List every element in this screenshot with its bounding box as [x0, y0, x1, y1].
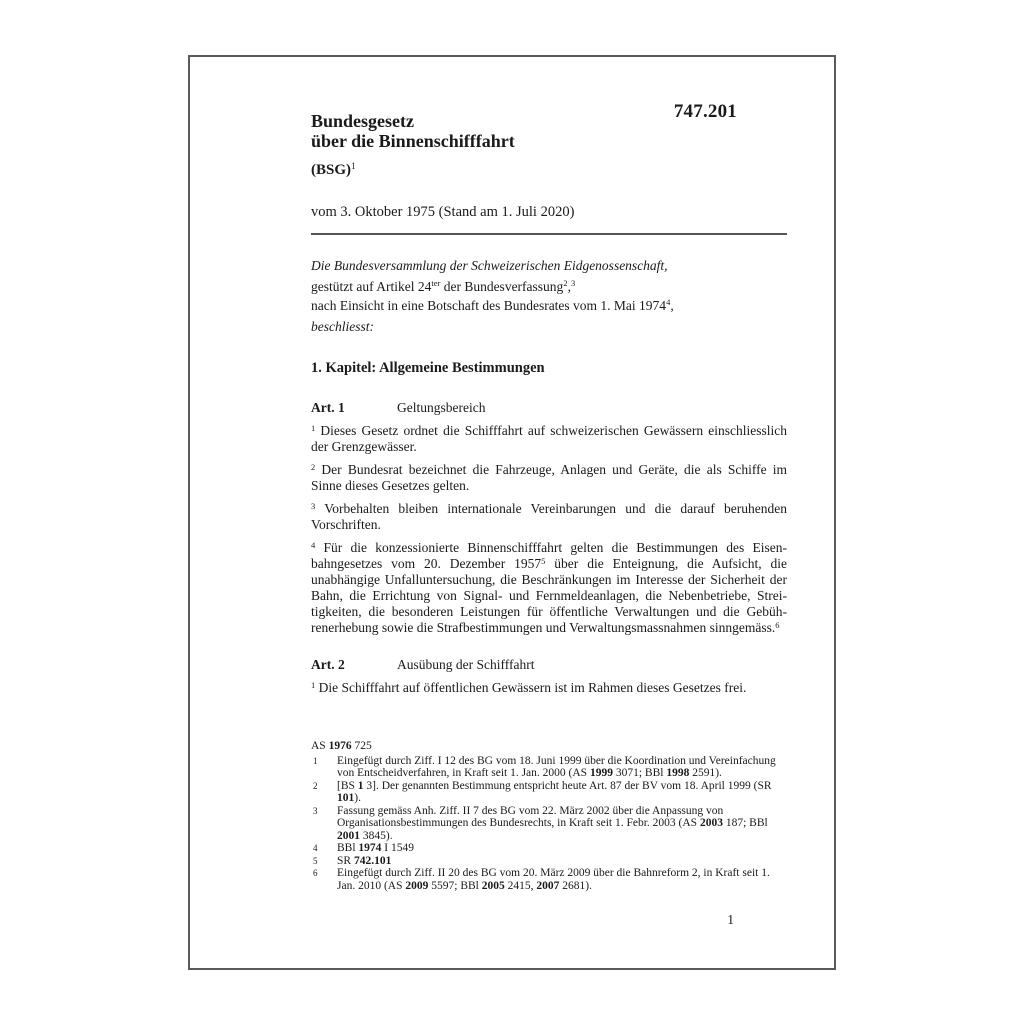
footnote-reference-bold: 1998 — [666, 767, 690, 779]
preamble-message — [311, 296, 787, 315]
footnote-reference-bold: 742.101 — [353, 854, 392, 867]
article-title: Geltungsbereich — [397, 400, 486, 415]
footnote-item — [311, 867, 787, 892]
title-line-1: Bundesgesetz — [311, 111, 414, 131]
paragraph-text: Für die konzessionierte Binnenschifffahrt gelten die Bestimmungen des Eisenbahngesetzes vom 20. Dezember 1957 — [311, 540, 787, 571]
footnote-ref[interactable]: 3 — [570, 278, 576, 288]
footnote-text — [337, 855, 787, 868]
paragraph — [311, 462, 787, 494]
footnote-number: 4 — [313, 843, 318, 853]
punctuation: , — [670, 298, 674, 313]
preamble-basis-text-2: der Bundesverfassung — [440, 279, 564, 294]
paragraph-text: Der Bundesrat bezeichnet die Fahrzeuge, Anlagen und Geräte, die als Schiffe im Sinne dieses Gesetzes gelten. — [311, 462, 788, 493]
article-title: Ausübung der Schifffahrt — [397, 657, 535, 672]
footnote-text-part: 5597; BBl — [428, 879, 482, 892]
paragraph-number: 1 — [311, 680, 316, 690]
official-compilation-source — [311, 740, 787, 753]
paragraph — [311, 423, 787, 455]
footnote-text-part: 2415, — [504, 879, 537, 892]
chapter-heading: 1. Kapitel: Allgemeine Bestimmungen — [311, 360, 545, 376]
footnote-text — [337, 805, 787, 843]
footnote-number: 1 — [313, 755, 318, 766]
separator: , — [567, 279, 571, 294]
footnotes — [311, 740, 787, 892]
article-number: Art. 1 — [311, 400, 345, 415]
footnote-reference-bold: 2005 — [481, 879, 505, 892]
footnote-text — [337, 842, 787, 855]
footnote-text — [337, 867, 787, 892]
footnote-reference-bold: 1 — [357, 779, 364, 792]
footnote-reference-bold: 101 — [337, 792, 355, 804]
footnote-number: 5 — [313, 855, 318, 866]
footnote-item — [311, 842, 787, 855]
paragraph-number: 3 — [311, 501, 316, 511]
footnote-text-part: 3071; BBl — [612, 767, 667, 779]
footnote-item — [311, 755, 787, 780]
preamble-basis-text: gestützt auf Artikel 24 — [311, 279, 432, 294]
footnote-ref[interactable]: 1 — [351, 161, 356, 171]
footnote-text-part: [BS — [337, 779, 358, 792]
footnote-item — [311, 780, 787, 805]
article-heading — [311, 400, 787, 416]
article-number: Art. 2 — [311, 657, 345, 672]
source-page: 725 — [351, 740, 372, 752]
footnote-ref[interactable]: 5 — [541, 556, 546, 566]
paragraph — [311, 680, 787, 696]
footnote-text-part: 3]. Der genannten Bestimmung entspricht heute Art. 87 der BV vom 18. April 1999 (SR — [363, 779, 772, 792]
paragraph-text: über die Enteignung, die Aufsicht, die unabhängige Unfalluntersuchung, die Beschränkungen im Interesse der Sicherheit der Bahn, die Errichtung von Signal- und Fernmeldeanlagen, die Nebenbetriebe, Streitigkeiten, die besonderen Leistungen für öffentliche Verwaltungen und die Gebührenerhebung sowie die Strafbestimmungen und Verwaltungsmassnahmen sinngemäss. — [311, 556, 787, 635]
preamble-basis — [311, 277, 787, 296]
date-line: vom 3. Oktober 1975 (Stand am 1. Juli 2020) — [311, 204, 575, 220]
law-abbreviation — [311, 157, 731, 179]
footnote-ref[interactable]: 6 — [775, 620, 780, 630]
footnote-text-part: Fassung gemäss Anh. Ziff. II 7 des BG vom 22. März 2002 über die Anpassung von Organisationsbestimmungen des Bundesrechts, in Kraft seit 1. Febr. 2003 (AS — [337, 804, 724, 829]
title-block — [311, 111, 731, 179]
page-number: 1 — [727, 912, 734, 927]
footnote-ref[interactable]: 2 — [563, 278, 568, 288]
paragraph — [311, 501, 787, 533]
footnote-number: 2 — [313, 780, 318, 791]
footnote-text-part: SR — [337, 854, 354, 867]
footnote-text-part: BBl — [337, 842, 359, 854]
footnote-number: 3 — [313, 805, 318, 816]
paragraph — [311, 540, 787, 636]
footnote-reference-bold: 2007 — [536, 879, 560, 892]
article-2 — [311, 657, 787, 703]
source-year: 1976 — [328, 740, 352, 752]
footnote-text-part: I 1549 — [381, 842, 415, 854]
footnote-reference-bold: 1974 — [358, 842, 382, 854]
abbreviation-text: (BSG) — [311, 162, 352, 178]
paragraph-number: 1 — [311, 423, 316, 433]
source-prefix: AS — [311, 740, 329, 752]
footnote-text-part: Eingefügt durch Ziff. II 20 des BG vom 20. März 2009 über die Bahnreform 2, in Kraft seit 1. Jan. 2010 (AS — [337, 867, 770, 892]
paragraph-text: Die Schifffahrt auf öffentlichen Gewässern ist im Rahmen dieses Gesetzes frei. — [318, 680, 747, 695]
footnote-text-part: 3845). — [360, 829, 393, 842]
paragraph-text: Vorbehalten bleiben internationale Vereinbarungen und die darauf beruhenden Vorschriften. — [311, 501, 787, 532]
footnote-number: 6 — [313, 868, 318, 878]
title-line-2: über die Binnenschifffahrt — [311, 131, 515, 151]
preamble — [311, 256, 787, 336]
preamble-message-text: nach Einsicht in eine Botschaft des Bundesrates vom 1. Mai 1974 — [311, 298, 667, 313]
preamble-issuer: Die Bundesversammlung der Schweizerischen Eidgenossenschaft, — [311, 258, 668, 273]
paragraph-number: 2 — [311, 462, 316, 472]
footnote-reference-bold: 2001 — [337, 829, 360, 842]
header-divider — [311, 233, 787, 235]
footnote-reference-bold: 2003 — [699, 817, 723, 829]
article-1 — [311, 400, 787, 643]
footnote-text — [337, 755, 787, 780]
footnote-text-part: 187; BBl — [722, 817, 768, 829]
sr-number: 747.201 — [673, 101, 737, 122]
paragraph-number: 4 — [311, 540, 316, 550]
footnote-item — [311, 855, 787, 868]
footnote-reference-bold: 2009 — [405, 879, 429, 892]
footnote-reference-bold: 1999 — [589, 767, 613, 779]
paragraph-text: Dieses Gesetz ordnet die Schifffahrt auf schweizerischen Gewässern einschliesslich der Grenzgewässer. — [311, 423, 787, 454]
article-heading — [311, 657, 787, 673]
preamble-resolves: beschliesst: — [311, 319, 374, 334]
footnote-text — [337, 780, 787, 805]
footnote-ref[interactable]: 4 — [666, 297, 671, 307]
footnote-text-part: ). — [354, 792, 361, 804]
document-page — [188, 55, 836, 970]
footnote-text-part: 2681). — [559, 879, 592, 892]
superscript-ter: ter — [431, 278, 441, 288]
footnote-text-part: Eingefügt durch Ziff. I 12 des BG vom 18. Juni 1999 über die Koordination und Vereinfachung von Entscheidverfahren, in Kraft seit 1. Jan. 2000 (AS — [337, 754, 776, 779]
footnote-list — [311, 755, 787, 893]
footnote-text-part: 2591). — [689, 767, 722, 779]
footnote-item — [311, 805, 787, 843]
